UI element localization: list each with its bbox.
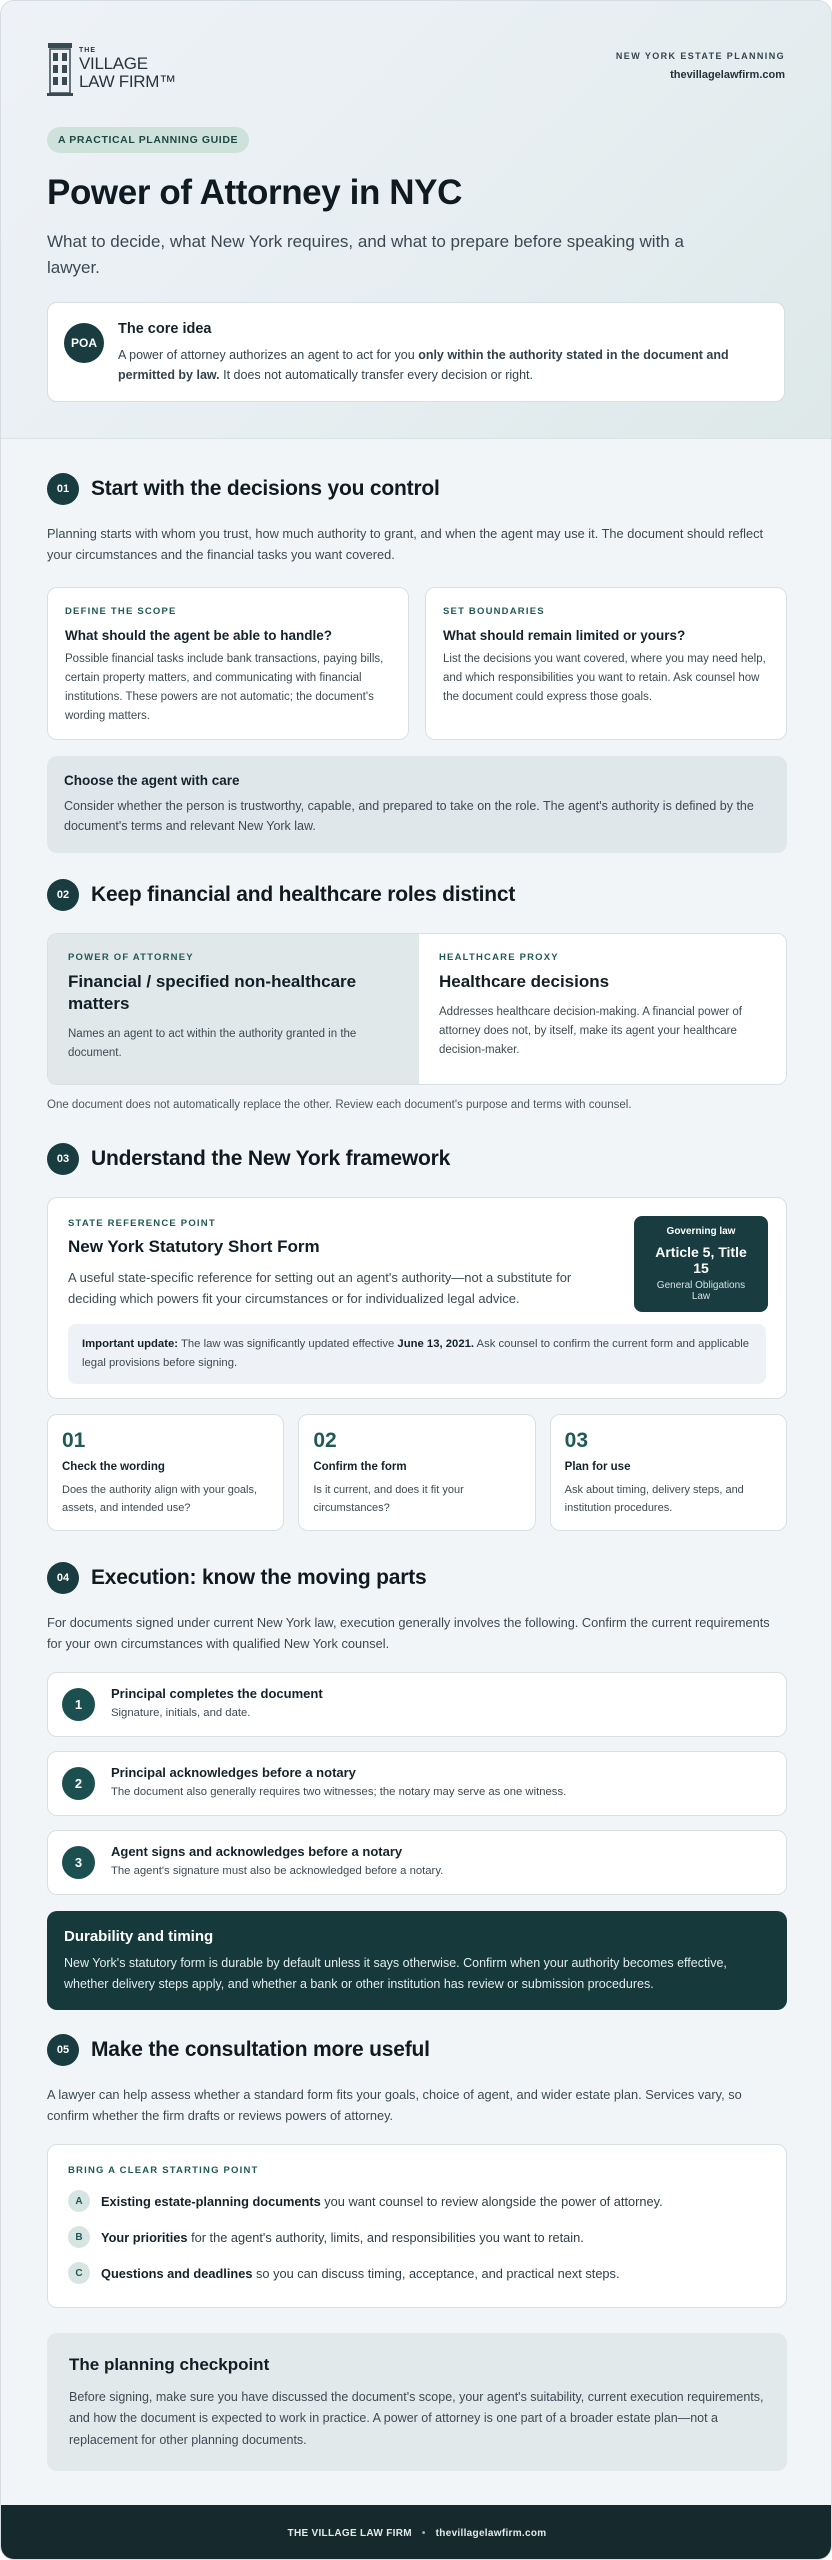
- section-number: 04: [47, 1562, 79, 1594]
- logo-wordmark: [79, 47, 176, 90]
- checkpoint-text: Before signing, make sure you have discussed the document's scope, your agent's suitability, current execution requirements, and how the document is expected to work in practice. A power of attorney is one part of a broader estate plan—not a replacement for other planning documents.: [69, 2390, 764, 2447]
- list-item: [68, 2226, 766, 2248]
- step-title: Principal completes the document: [111, 1686, 323, 1702]
- callout-title: Durability and timing: [64, 1928, 214, 1946]
- panel-kicker: POWER OF ATTORNEY: [68, 952, 194, 963]
- step-item: [47, 1751, 787, 1816]
- core-idea-title: The core idea: [118, 321, 212, 337]
- item-text: Ask about timing, delivery steps, and institution procedures.: [564, 1484, 744, 1515]
- item-text: Is it current, and does it fit your circumstances?: [313, 1484, 464, 1515]
- header-site-link[interactable]: thevillagelawfirm.com: [670, 69, 785, 81]
- step-title: Principal acknowledges before a notary: [111, 1765, 356, 1781]
- card-title: What should the agent be able to handle?: [65, 628, 333, 644]
- roles-comparison: [47, 933, 787, 1085]
- step-item: [47, 1672, 787, 1737]
- section-intro: Planning starts with whom you trust, how much authority to grant, and when the agent may use it. The document should reflect your circumstances and the financial tasks you want covered.: [47, 526, 764, 563]
- section-roles: [47, 879, 787, 1111]
- item-text: Questions and deadlines so you can discuss timing, acceptance, and practical next steps.: [101, 2265, 620, 2281]
- card-title: What should remain limited or yours?: [443, 628, 686, 644]
- framework-item: [550, 1414, 787, 1531]
- section-number: 05: [47, 2034, 79, 2066]
- callout-title: Choose the agent with care: [64, 773, 240, 789]
- section-title: Start with the decisions you control: [91, 477, 440, 500]
- statutory-form-card: [47, 1197, 787, 1399]
- page-title: Power of Attorney in NYC: [47, 173, 462, 212]
- item-letter: A: [68, 2190, 90, 2212]
- header-right: [616, 41, 785, 81]
- governing-law-badge: [634, 1216, 768, 1312]
- hero-lead: What to decide, what New York requires, and what to prepare before speaking with a lawyer.: [47, 232, 684, 277]
- governing-law-article: Article 5, Title 15: [655, 1244, 747, 1276]
- card-kicker: STATE REFERENCE POINT: [68, 1218, 216, 1229]
- header-kicker: NEW YORK ESTATE PLANNING: [615, 51, 785, 61]
- item-number: 03: [564, 1429, 589, 1452]
- item-title: Check the wording: [62, 1461, 165, 1473]
- guide-pill: A PRACTICAL PLANNING GUIDE: [47, 127, 249, 153]
- section-title: Keep financial and healthcare roles distinct: [91, 883, 516, 906]
- item-letter: C: [68, 2262, 90, 2284]
- boundaries-card: [425, 587, 787, 740]
- choose-agent-callout: [47, 756, 787, 853]
- item-number: 01: [62, 1429, 86, 1452]
- card-kicker: BRING A CLEAR STARTING POINT: [68, 2165, 259, 2177]
- item-text: Does the authority align with your goals, assets, and intended use?: [62, 1484, 258, 1515]
- top-bar: [47, 41, 785, 97]
- item-text: Existing estate-planning documents you want counsel to review alongside the power of attorney.: [101, 2193, 663, 2209]
- step-item: [47, 1830, 787, 1895]
- framework-item: [47, 1414, 284, 1531]
- step-text: The document also generally requires two witnesses; the notary may serve as one witness.: [111, 1786, 567, 1799]
- card-text: List the decisions you want covered, where you may need help, and which responsibilities you want to retain. Ask counsel how the document could express those goals.: [443, 653, 766, 704]
- step-text: The agent's signature must also be acknowledged before a notary.: [111, 1865, 444, 1878]
- healthcare-proxy-panel: [419, 934, 786, 1084]
- core-idea-card: [47, 302, 785, 402]
- durability-callout: [47, 1911, 787, 2010]
- poa-badge: POA: [64, 323, 104, 363]
- step-title: Agent signs and acknowledges before a notary: [111, 1844, 403, 1860]
- step-number: 1: [62, 1688, 95, 1721]
- item-text: Your priorities for the agent's authority, limits, and responsibilities you want to retain.: [101, 2229, 584, 2245]
- section-title: Execution: know the moving parts: [91, 1566, 427, 1589]
- starting-point-card: [47, 2144, 787, 2308]
- section-decisions: [47, 473, 787, 853]
- section-intro: A lawyer can help assess whether a standard form fits your goals, choice of agent, and wider estate plan. Services vary, so confirm whether the firm drafts or reviews powers of attorney.: [47, 2087, 742, 2124]
- panel-text: Addresses healthcare decision-making. A financial power of attorney does not, by itself, make its agent your healthcare decision-maker.: [439, 1006, 743, 1057]
- callout-text: Consider whether the person is trustworthy, capable, and prepared to take on the role. The agent's authority is defined by the document's terms and relevant New York law.: [64, 799, 754, 834]
- card-kicker: SET BOUNDARIES: [443, 606, 545, 618]
- footer-site-link[interactable]: thevillagelawfirm.com: [435, 2527, 547, 2539]
- footer-firm-name: THE VILLAGE LAW FIRM: [287, 2527, 412, 2539]
- step-number: 3: [62, 1846, 95, 1879]
- card-title: New York Statutory Short Form: [68, 1237, 320, 1256]
- logo-the: THE: [79, 47, 96, 55]
- footer-separator: •: [421, 2527, 426, 2539]
- item-number: 02: [313, 1429, 337, 1452]
- section-consultation: [47, 2034, 787, 2308]
- list-item: [68, 2190, 766, 2212]
- panel-text: Names an agent to act within the authority granted in the document.: [68, 1028, 357, 1060]
- card-kicker: DEFINE THE SCOPE: [65, 606, 177, 618]
- section-framework: [47, 1143, 787, 1531]
- governing-law-name: General Obligations Law: [656, 1280, 746, 1302]
- step-number: 2: [62, 1767, 95, 1800]
- panel-title: Financial / specified non-healthcare matters: [68, 972, 357, 1014]
- poa-panel: [48, 934, 419, 1084]
- important-update-note: Important update: The law was significantly updated effective June 13, 2021. Ask counsel to confirm the current form and applicable legal provisions before signing.: [68, 1324, 766, 1384]
- logo-line1: VILLAGE: [79, 53, 148, 73]
- building-icon: [47, 41, 73, 97]
- item-title: Plan for use: [564, 1461, 631, 1473]
- planning-checkpoint: [47, 2333, 787, 2471]
- framework-item: [298, 1414, 535, 1531]
- firm-logo[interactable]: [47, 41, 176, 97]
- scope-card: [47, 587, 409, 740]
- core-idea-text: A power of attorney authorizes an agent to act for you only within the authority stated in the document and permitted by law. It does not automatically transfer every decision or right.: [118, 348, 729, 382]
- checkpoint-title: The planning checkpoint: [69, 2355, 270, 2374]
- card-text: A useful state-specific reference for setting out an agent's authority—not a substitute for deciding which powers fit your circumstances or for individualized legal advice.: [68, 1270, 572, 1307]
- section-intro: For documents signed under current New York law, execution generally involves the following. Confirm the current requirements for your own circumstances with qualified New York counsel.: [47, 1615, 770, 1652]
- item-title: Confirm the form: [313, 1461, 407, 1473]
- governing-law-label: Governing law: [666, 1226, 736, 1237]
- section-number: 01: [47, 473, 79, 505]
- section-number: 02: [47, 879, 79, 911]
- section-execution: [47, 1562, 787, 2010]
- step-text: Signature, initials, and date.: [111, 1707, 251, 1720]
- section-title: Understand the New York framework: [91, 1147, 451, 1170]
- panel-kicker: HEALTHCARE PROXY: [439, 952, 559, 963]
- item-letter: B: [68, 2226, 90, 2248]
- roles-note: One document does not automatically replace the other. Review each document's purpose and terms with counsel.: [47, 1099, 632, 1111]
- footer: [1, 2505, 832, 2560]
- hero: [1, 1, 831, 439]
- card-text: Possible financial tasks include bank transactions, paying bills, certain property matters, and communicating with financial institutions. These powers are not automatic; the document's wording matters.: [65, 653, 384, 723]
- list-item: [68, 2262, 766, 2284]
- callout-text: New York's statutory form is durable by default unless it says otherwise. Confirm when your authority becomes effective, whether delivery steps apply, and whether a bank or other institution has review or submission procedures.: [64, 1956, 727, 1992]
- section-title: Make the consultation more useful: [91, 2038, 430, 2061]
- execution-steps: [47, 1672, 787, 1895]
- section-number: 03: [47, 1143, 79, 1175]
- logo-line2: LAW FIRM™: [79, 71, 176, 91]
- panel-title: Healthcare decisions: [439, 972, 610, 991]
